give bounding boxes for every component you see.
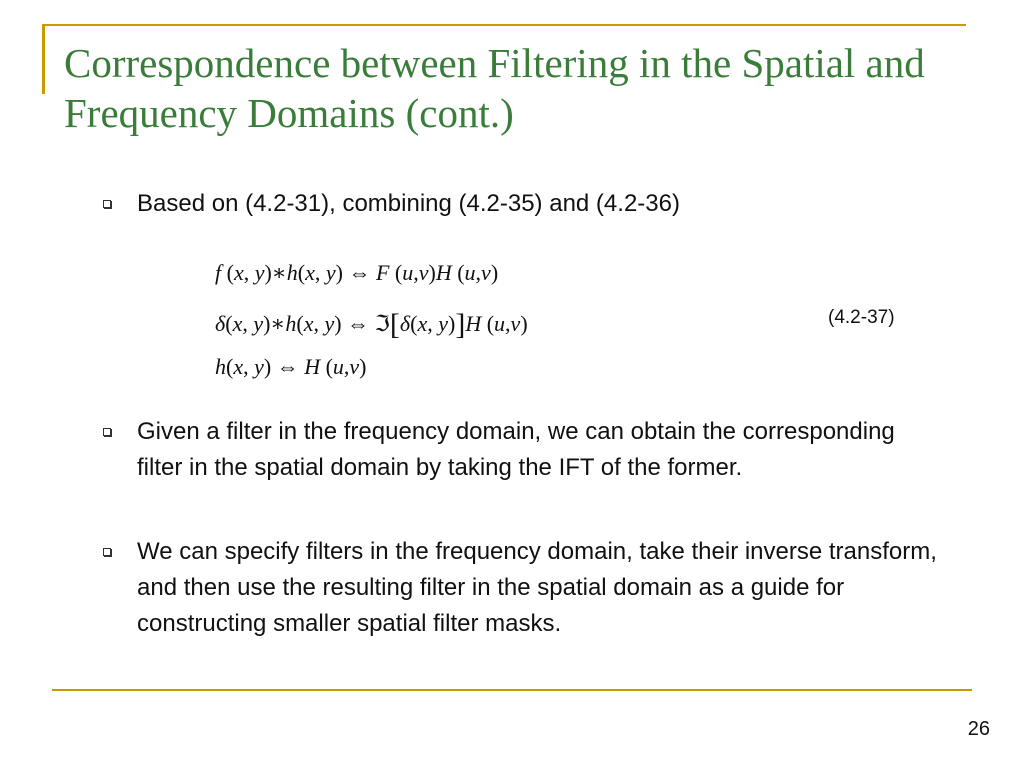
title-left-rule [42, 24, 45, 94]
bullet-text: Given a filter in the frequency domain, we can obtain the corresponding filter in the spatial domain by taking the IFT of the former. [137, 418, 895, 481]
equation-number: (4.2-37) [828, 307, 895, 328]
equation-line-2: δ(x, y)∗h(x, y) ⇔ ℑ[δ(x, y)]H (u,v) [215, 308, 528, 341]
bullet-text: We can specify filters in the frequency domain, take their inverse transform, and then use the resulting filter in the spatial domain as a guide for constructing smaller spatial filter masks. [137, 538, 937, 637]
bullet-text: Based on (4.2-31), combining (4.2-35) and (4.2-36) [137, 190, 680, 217]
equation-line-1: f (x, y)∗h(x, y) ⇔ F (u,v)H (u,v) [215, 260, 499, 285]
square-bullet-icon [103, 548, 111, 556]
square-bullet-icon [103, 428, 111, 436]
slide-title: Correspondence between Filtering in the Spatial and Frequency Domains (cont.) [64, 40, 925, 136]
footer-rule [52, 689, 972, 691]
equation-line-3: h(x, y) ⇔ H (u,v) [215, 354, 367, 379]
title-top-rule [42, 24, 966, 26]
square-bullet-icon [103, 200, 111, 208]
page-number: 26 [967, 718, 990, 740]
